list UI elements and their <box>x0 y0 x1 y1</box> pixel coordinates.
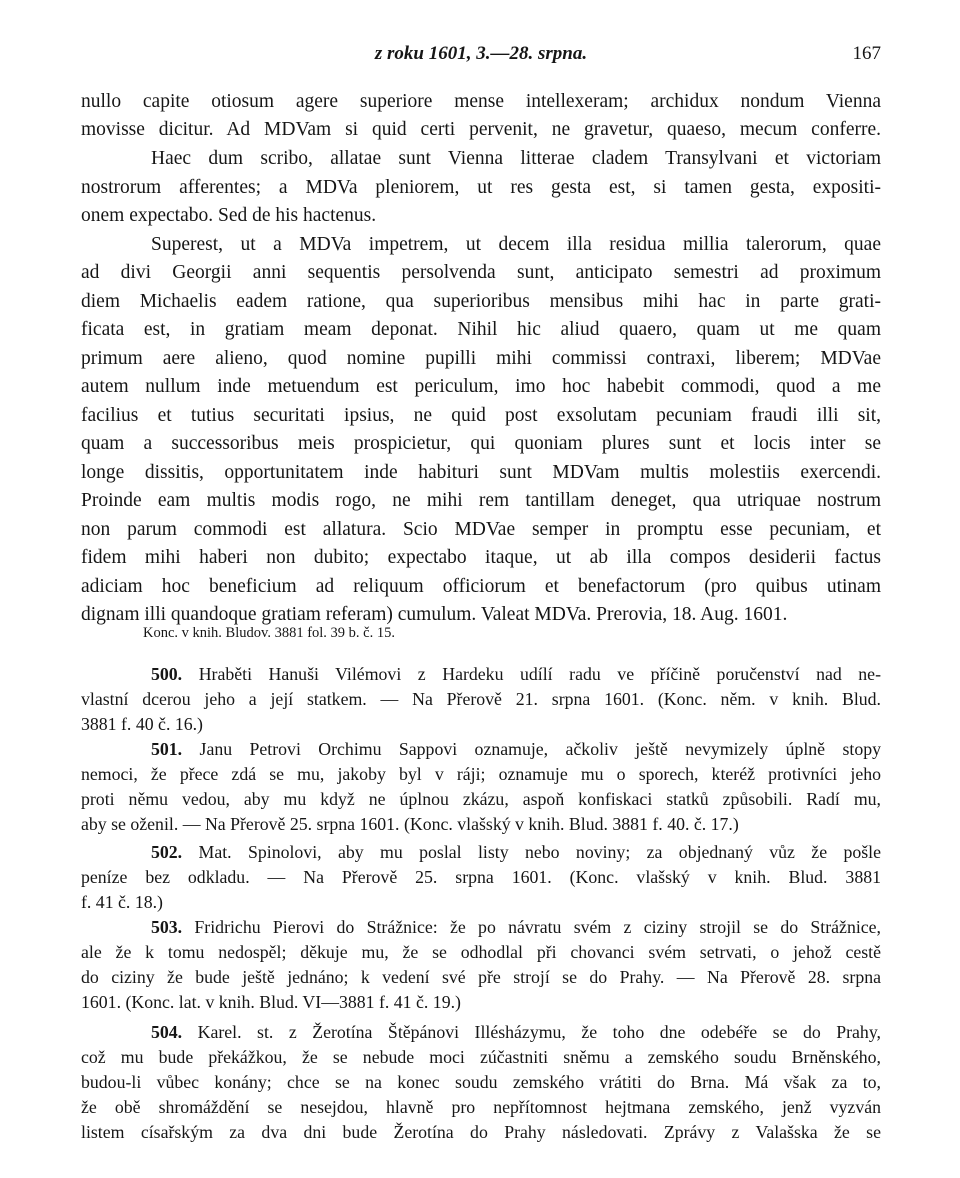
regest-number: 501. <box>151 739 183 759</box>
document-page <box>81 0 881 1178</box>
regest-number: 502. <box>151 842 183 862</box>
regest-text: Karel. st. z Žerotína Štěpánovi Illésházymu, že toho dne odebéře se do Prahy, <box>197 1022 881 1042</box>
regest-503-line: ale že k tomu nedospěl; děkuje mu, že se odhodlal při chovanci svém setrvati, o jehož cestě <box>81 942 881 962</box>
body-line: onem expectabo. Sed de his hactenus. <box>81 205 377 226</box>
body-line: longe dissitis, opportunitatem inde habituri sunt MDVam multis molestiis exercendi. <box>81 462 881 483</box>
regest-503-line: do ciziny že bude ještě jednáno; k vedení své pře strojí se do Prahy. — Na Přerově 28. srpna <box>81 967 881 987</box>
regest-502-line: f. 41 č. 18.) <box>81 892 163 912</box>
body-line: ad divi Georgii anni sequentis persolvenda sunt, anticipato semestri ad proximum <box>81 262 881 283</box>
regest-500-line: 3881 f. 40 č. 16.) <box>81 714 203 734</box>
body-line: movisse dicitur. Ad MDVam si quid certi pervenit, ne gravetur, quaeso, mecum conferre. <box>81 119 881 140</box>
body-line: facilius et tutius securitati ipsius, ne quid post exsolutam pecuniam fraudi illi sit, <box>81 405 881 426</box>
regest-500-line: vlastní dcerou jeho a její statkem. — Na Přerově 21. srpna 1601. (Konc. něm. v knih. Blud. <box>81 689 881 709</box>
body-line: primum aere alieno, quod nomine pupilli mihi commissi contraxi, liberem; MDVae <box>81 348 881 369</box>
body-line: adiciam hoc beneficium ad reliquum officiorum et benefactorum (pro quibus utinam <box>81 576 881 597</box>
archival-citation: Konc. v knih. Bludov. 3881 fol. 39 b. č. 15. <box>143 625 395 641</box>
regest-501-line: proti němu vedou, aby mu když ne úplnou zkázu, aspoň konfiskaci statků způsobili. Radí mu, <box>81 789 881 809</box>
regest-number: 500. <box>151 664 183 684</box>
body-line: nullo capite otiosum agere superiore mense intellexeram; archidux nondum Vienna <box>81 91 881 112</box>
regest-text: Janu Petrovi Orchimu Sappovi oznamuje, ačkoliv ještě nevymizely úplně stopy <box>199 739 881 759</box>
body-line: quam a successoribus meis prospicietur, qui quoniam plures sunt et locis inter se <box>81 433 881 454</box>
regest-504-line: listem císařským za dva dni bude Žerotína do Prahy následovati. Zprávy z Valašska že se <box>81 1122 881 1142</box>
body-line: nostrorum afferentes; a MDVa pleniorem, ut res gesta est, si tamen gesta, expositi- <box>81 177 881 198</box>
body-line: fidem mihi haberi non dubito; expectabo itaque, ut ab illa compos desiderii factus <box>81 547 881 568</box>
page-header <box>81 42 881 66</box>
body-line: Proinde eam multis modis rogo, ne mihi rem tantillam deneget, qua utriquae nostrum <box>81 490 881 511</box>
regest-501-line: nemoci, že přece zdá se mu, jakoby byl v ráji; oznamuje mu o sporech, kteréž protivníci jeho <box>81 764 881 784</box>
page-number: 167 <box>852 43 881 64</box>
regest-502-line: peníze bez odkladu. — Na Přerově 25. srpna 1601. (Konc. vlašský v knih. Blud. 3881 <box>81 867 881 887</box>
regest-text: Fridrichu Pierovi do Strážnice: že po návratu svém z ciziny strojil se do Strážnice, <box>194 917 881 937</box>
body-line: diem Michaelis eadem ratione, qua superioribus mensibus mihi hac in parte grati- <box>81 291 881 312</box>
body-line: Superest, ut a MDVa impetrem, ut decem illa residua millia talerorum, quae <box>151 234 881 255</box>
regest-503-line: 1601. (Konc. lat. v knih. Blud. VI—3881 f. 41 č. 19.) <box>81 992 461 1012</box>
regest-504-line: že obě shromáždění se nesejdou, hlavně pro nepřítomnost hejtmana zemského, jenž vyzván <box>81 1097 881 1117</box>
regest-500-line <box>81 662 881 687</box>
body-line: non parum commodi est allatura. Scio MDVae semper in promptu esse pecuniam, et <box>81 519 881 540</box>
body-line: Haec dum scribo, allatae sunt Vienna litterae cladem Transylvani et victoriam <box>151 148 881 169</box>
regest-501-line <box>81 737 881 762</box>
regest-504-line: budou-li vůbec konány; chce se na konec soudu zemského vrátiti do Brna. Má však za to, <box>81 1072 881 1092</box>
body-line: autem nullum inde metuendum est periculum, imo hoc habebit commodi, quod a me <box>81 376 881 397</box>
body-line: dignam illi quandoque gratiam referam) cumulum. Valeat MDVa. Prerovia, 18. Aug. 1601. <box>81 604 788 625</box>
regest-504-line <box>81 1020 881 1045</box>
regest-number: 504. <box>151 1022 183 1042</box>
regest-501-line: aby se oženil. — Na Přerově 25. srpna 1601. (Konc. vlašský v knih. Blud. 3881 f. 40. č. 17.) <box>81 814 739 834</box>
running-title: z roku 1601, 3.—28. srpna. <box>374 43 588 64</box>
regest-502-line <box>81 840 881 865</box>
regest-text: Hraběti Hanuši Vilémovi z Hardeku udílí radu ve příčině poručenství nad ne- <box>198 664 881 684</box>
regest-503-line <box>81 915 881 940</box>
regest-504-line: což mu bude překážkou, že se nebude moci zúčastniti sněmu a zemského soudu Brněnského, <box>81 1047 881 1067</box>
regest-number: 503. <box>151 917 183 937</box>
regest-text: Mat. Spinolovi, aby mu poslal listy nebo noviny; za objednaný vůz že pošle <box>198 842 881 862</box>
body-line: ficata est, in gratiam meam deponat. Nihil hic aliud quaero, quam ut me quam <box>81 319 881 340</box>
